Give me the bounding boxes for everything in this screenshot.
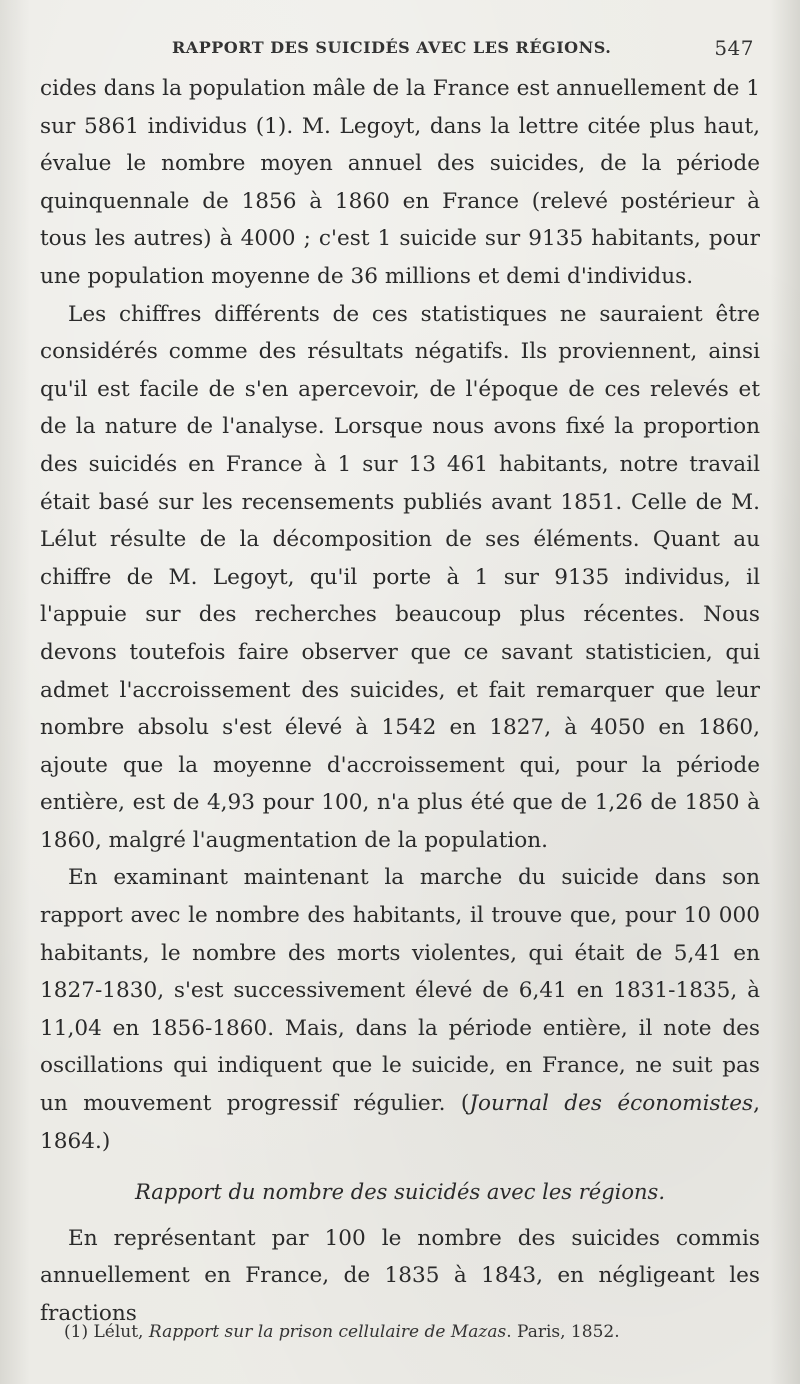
footnote-marker: (1) Lélut, bbox=[64, 1322, 144, 1342]
citation-journal: Journal des économistes bbox=[469, 1091, 754, 1117]
footnote-title: Rapport sur la prison cellulaire de Mazas bbox=[148, 1322, 507, 1342]
citation-close: , 1864.) bbox=[40, 1091, 760, 1154]
page-number: 547 bbox=[714, 36, 754, 60]
section-title: Rapport du nombre des suicidés avec les régions. bbox=[134, 1180, 666, 1205]
footnote bbox=[64, 1322, 620, 1342]
paragraph-examination-text: En examinant maintenant la marche du suicide dans son rapport avec le nombre des habitants, il trouve que, pour 10 000 habitants, le nombre des morts violentes, qui était de 5,41 en 1827-1830, s'est successivement élevé de 6,41 en 1831-1835, à 11,04 en 1856-1860. Mais, dans la période entière, il note des oscillations qui indiquent que le suicide, en France, ne suit pas un mouvement progressif régulier. bbox=[40, 865, 760, 1117]
paragraph-regions: En représentant par 100 le nombre des suicides commis annuellement en France, de 1835 à 1843, en négligeant les fractions bbox=[40, 1225, 760, 1326]
footnote-rest: . Paris, 1852. bbox=[506, 1322, 620, 1342]
citation-open: ( bbox=[445, 1091, 470, 1117]
paragraph-continued: cides dans la population mâle de la France est annuellement de 1 sur 5861 individus (1). M. Legoyt, dans la lettre citée plus haut, évalue le nombre moyen annuel des suicides, de la période quinquennale de 1856 à 1860 en France (relevé postérieur à tous les autres) à 4000 ; c'est 1 suicide sur 9135 habitants, pour une population moyenne de 36 millions et demi d'individus. bbox=[40, 76, 760, 289]
paragraph-statistics: Les chiffres différents de ces statistiques ne sauraient être considérés comme des résultats négatifs. Ils proviennent, ainsi qu'il est facile de s'en apercevoir, de l'époque de ces relevés et de la nature de l'analyse. Lorsque nous avons fixé la proportion des suicidés en France à 1 sur 13 461 habitants, notre travail était basé sur les recensements publiés avant 1851. Celle de M. Lélut résulte de la décomposition de ses éléments. Quant au chiffre de M. Legoyt, qu'il porte à 1 sur 9135 individus, il l'appuie sur des recherches beaucoup plus récentes. Nous devons toutefois faire observer que ce savant statisticien, qui admet l'accroissement des suicides, et fait remarquer que leur nombre absolu s'est élevé à 1542 en 1827, à 4050 en 1860, ajoute que la moyenne d'accroissement qui, pour la période entière, est de 4,93 pour 100, n'a plus été que de 1,26 de 1850 à 1860, malgré l'augmentation de la population. bbox=[40, 301, 760, 853]
running-head-title: RAPPORT DES SUICIDÉS AVEC LES RÉGIONS. bbox=[172, 38, 612, 57]
paragraph-examination bbox=[40, 859, 760, 1160]
body-text bbox=[40, 70, 760, 1333]
running-head bbox=[40, 38, 760, 62]
